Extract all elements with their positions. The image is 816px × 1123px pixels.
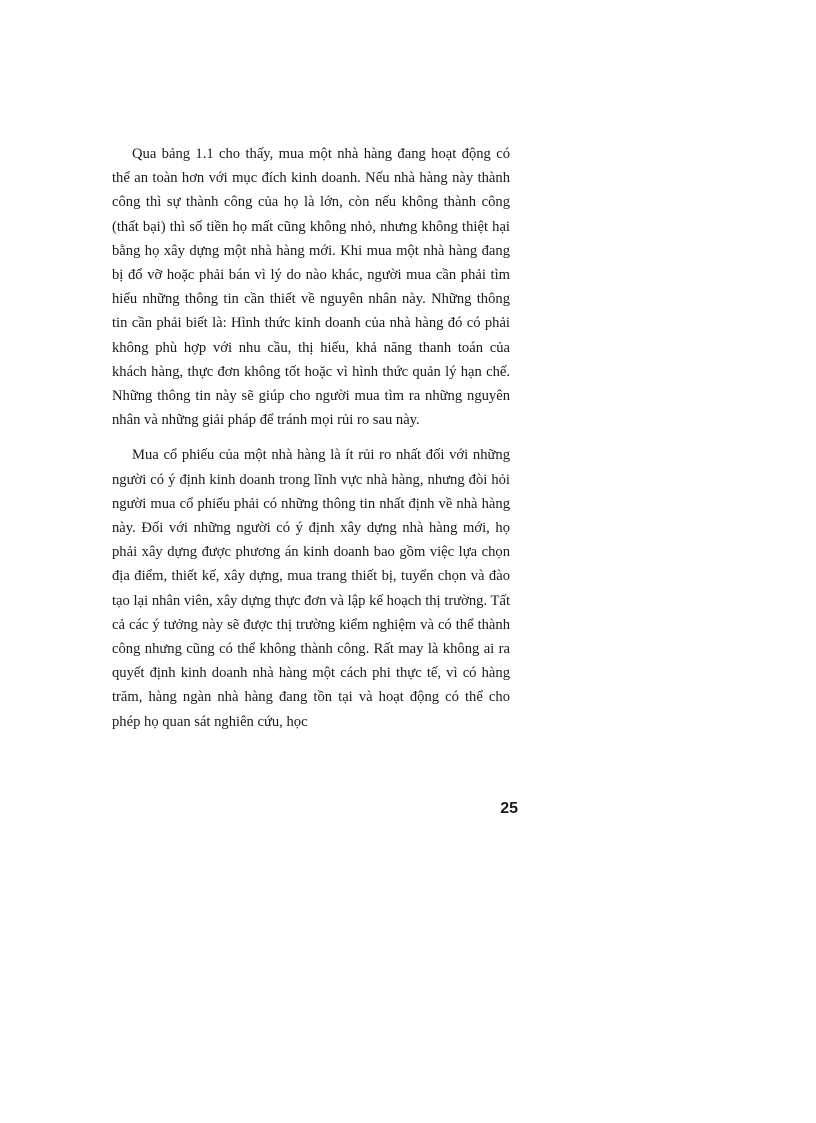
- paragraph-2: Mua cổ phiếu của một nhà hàng là ít rủi ro nhất đối với những người có ý định kinh doanh trong lĩnh vực nhà hàng, nhưng đòi hỏi người mua cổ phiếu phải có những thông tin nhất định về nhà hàng này. Đối với những người có ý định xây dựng nhà hàng mới, họ phải xây dựng được phương án kinh doanh bao gồm việc lựa chọn địa điểm, thiết kế, xây dựng, mua trang thiết bị, tuyển chọn và đào tạo lại nhân viên, xây dựng thực đơn và lập kế hoạch thị trường. Tất cả các ý tưởng này sẽ được thị trường kiểm nghiệm và có thể thành công nhưng cũng có thể không thành công. Rất may là không ai ra quyết định kinh doanh nhà hàng một cách phi thực tế, vì có hàng trăm, hàng ngàn nhà hàng đang tồn tại và hoạt động có thể cho phép họ quan sát nghiên cứu, học: [112, 447, 510, 730]
- page-number: 25: [500, 800, 518, 817]
- body-text: [112, 142, 510, 734]
- paragraph-1: Qua bảng 1.1 cho thấy, mua một nhà hàng đang hoạt động có thể an toàn hơn với mục đích kinh doanh. Nếu nhà hàng này thành công thì sự thành công của họ là lớn, còn nếu không thành công (thất bại) thì số tiền họ mất cũng không nhỏ, nhưng không thiệt hại bằng họ xây dựng một nhà hàng mới. Khi mua một nhà hàng đang bị đổ vỡ hoặc phải bán vì lý do nào khác, người mua cần phải tìm hiểu những thông tin cần thiết về nguyên nhân này. Những thông tin cần phải biết là: Hình thức kinh doanh của nhà hàng đó có phải không phù hợp với nhu cầu, thị hiếu, khả năng thanh toán của khách hàng, thực đơn không tốt hoặc vì hình thức quản lý hạn chế. Những thông tin này sẽ giúp cho người mua tìm ra những nguyên nhân và những giải pháp để tránh mọi rủi ro sau này.: [112, 146, 510, 429]
